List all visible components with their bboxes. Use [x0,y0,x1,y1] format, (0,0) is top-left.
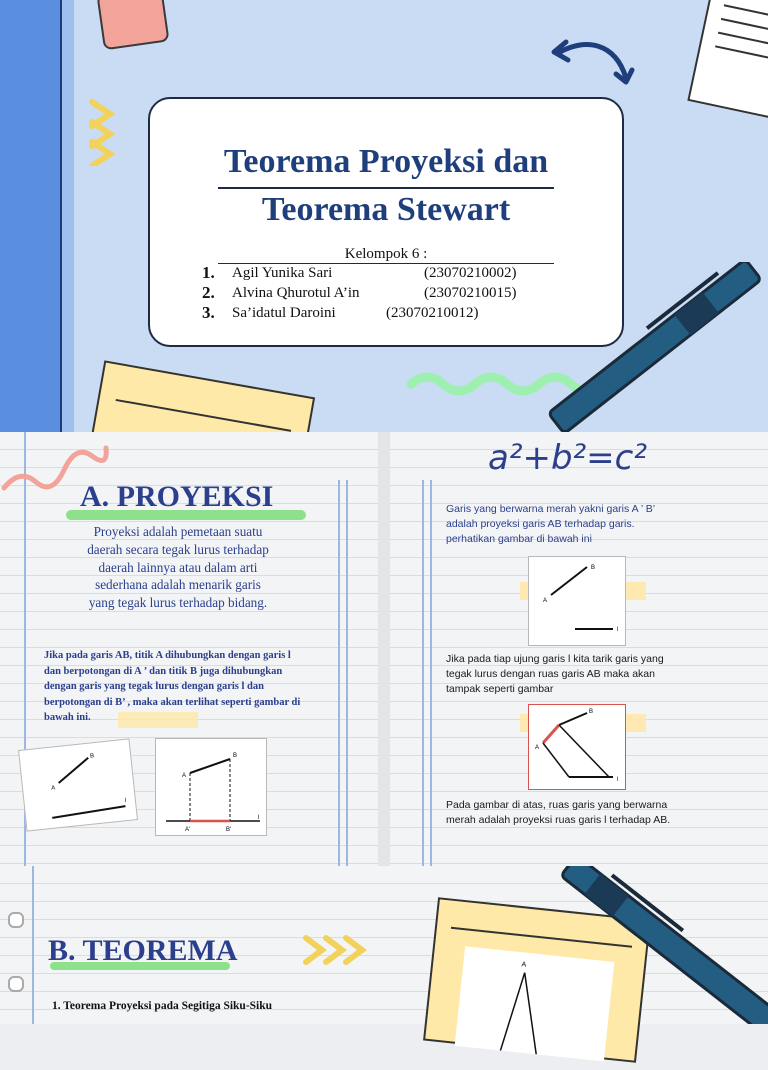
line-ab-drawing [529,557,625,645]
member-1-name: Agil Yunika Sari [232,265,333,281]
explanation-text-2: Jika pada tiap ujung garis l kita tarik garis yang tegak lurus dengan ruas garis AB maka akan tampak seperti gambar [446,653,664,695]
binder-hole [8,976,24,992]
title-slide [0,0,768,432]
chevron-decoration-icon [298,932,378,968]
title-underline [218,187,554,189]
paper-sheet-decoration [687,0,768,124]
margin-line [32,866,34,1024]
member-2-id: (23070210015) [424,285,517,301]
eraser-decoration [96,0,169,50]
label-a: A [50,785,56,792]
label-b-prime: B' [226,827,232,833]
projection-drawing [156,739,266,835]
label-b: B [233,753,238,759]
label-a: A [543,598,548,604]
label-a: A [535,745,540,751]
sticky-note-decoration [83,360,315,432]
member-3-number: 3. [202,303,215,322]
slide-divider [378,432,390,866]
margin-line [430,480,432,866]
line-ab-figure [18,738,138,831]
member-2-number: 2. [202,283,215,302]
projection-slide-right [390,432,768,866]
label-l: l [617,777,619,783]
explanation-text: Jika pada garis AB, titik A dihubungkan dengan garis l dan berpotongan di A ’ dan titik B juga dihubungkan dengan garis yang tegak lurus dengan garis l dan berpotongan di B’ , maka akan terlihat seperti gambar di bawah ini. [44,650,301,723]
explanation-text-3: Pada gambar di atas, ruas garis yang berwarna merah adalah proyeksi ruas garis l terhadap AB. [446,799,671,826]
explanation-text-1: Garis yang berwarna merah yakni garis A ’ B’ adalah proyeksi garis AB terhadap garis. perhatikan gambar di bawah ini [446,503,655,545]
curved-arrow-icon [550,34,636,90]
margin-line [338,480,340,866]
section-heading: A. PROYEKSI [80,480,274,513]
label-l: l [124,798,127,805]
projection-slide-left [0,432,378,866]
member-2-name: Alvina Qhurotul A’in [232,285,360,301]
label-b: B [591,565,596,571]
notebook-binding [0,0,60,432]
title-line-1: Teorema Proyeksi dan [223,143,549,180]
member-3-id: (23070210012) [386,305,479,321]
label-b: B [89,753,95,760]
label-a: A [521,961,527,969]
theorem-slide [0,866,768,1024]
line-ab-figure [528,556,626,646]
member-3-name: Sa’idatul Daroini [232,305,336,321]
chevron-decoration-icon [84,96,130,166]
margin-line [422,480,424,866]
title-card [148,97,624,347]
section-heading: B. TEOREMA [48,934,238,967]
formula-text: a²+b²=c² [488,438,647,478]
group-label: Kelompok 6 : [344,246,428,262]
label-a: A [182,773,187,779]
definition-text: Proyeksi adalah pemetaan suatu daerah secara tegak lurus terhadap daerah lainnya atau dalam arti sederhana adalah menarik garis yang tegak lurus terhadap bidang. [87,524,269,611]
label-b: B [589,709,594,715]
group-underline [218,263,554,264]
label-l: l [258,815,260,821]
label-l: l [617,627,619,633]
projection-figure [155,738,267,836]
margin-line [346,480,348,866]
line-ab-drawing [19,739,137,830]
member-1-number: 1. [202,263,215,282]
label-a-prime: A' [185,827,191,833]
notebook-page-edge [60,0,74,432]
perpendicular-drawing [529,705,625,789]
theorem-list-item: 1. Teorema Proyeksi pada Segitiga Siku-Siku [52,1000,273,1012]
pen-decoration-icon [560,866,768,1024]
member-1-id: (23070210002) [424,265,517,281]
binder-hole [8,912,24,928]
title-line-2: Teorema Stewart [261,191,511,228]
perpendicular-figure [528,704,626,790]
